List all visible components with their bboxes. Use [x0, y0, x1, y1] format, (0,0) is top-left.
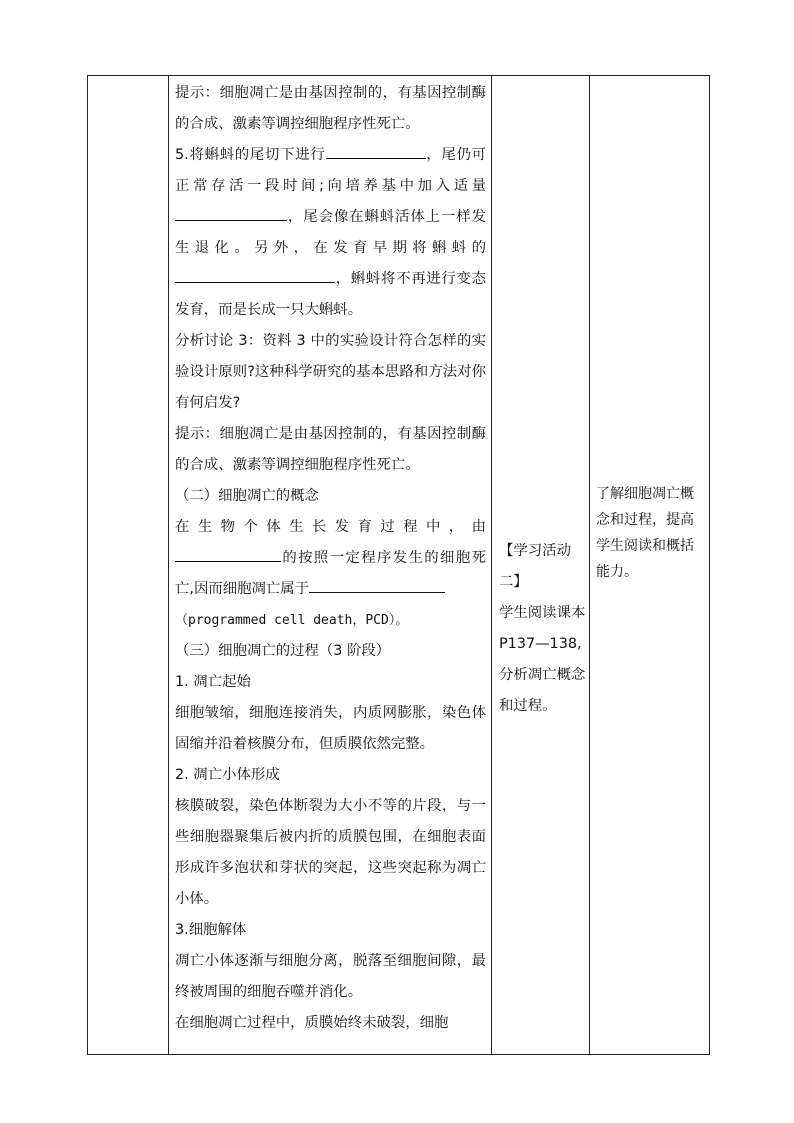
section-heading: （二）细胞凋亡的概念 [175, 488, 319, 504]
concept-term: （programmed cell death，PCD）。 [175, 613, 409, 628]
teaching-content-cell [169, 76, 492, 1055]
fill-blank [175, 264, 335, 283]
lesson-table [87, 75, 710, 1055]
concept-paragraph: 的按照一定程序发生的细胞死亡,因而细胞凋亡属于 [175, 543, 486, 605]
discussion-paragraph: 分析讨论 3：资料 3 中的实验设计符合怎样的实验设计原则?这种科学研究的基本思路和方法对你有何启发? [175, 333, 486, 411]
section-heading: （三）细胞凋亡的过程（3 阶段） [175, 643, 391, 659]
hint-paragraph: 提示：细胞凋亡是由基因控制的，有基因控制酶的合成、激素等调控细胞程序性死亡。 [175, 426, 486, 473]
student-activity-cell [492, 76, 590, 1055]
hint-paragraph: 提示：细胞凋亡是由基因控制的，有基因控制酶的合成、激素等调控细胞程序性死亡。 [175, 85, 486, 132]
design-intent-cell [590, 76, 710, 1055]
goal-text: 了解细胞凋亡概念和过程，提高学生阅读和概括能力。 [596, 486, 694, 580]
stage-title: 2. 凋亡小体形成 [175, 767, 280, 783]
fill-blank [326, 140, 426, 159]
activity-text: 学生阅读课本 [499, 605, 586, 621]
concept-line: 在 生 物 个 体 生 长 发 育 过 程 中 ， 由 [175, 519, 486, 535]
table-row [88, 76, 710, 1055]
blank-column-cell [88, 76, 169, 1055]
stage-description: 细胞皱缩，细胞连接消失，内质网膨胀，染色体固缩并沿着核膜分布，但质膜依然完整。 [175, 705, 486, 752]
stage-title: 1. 凋亡起始 [175, 674, 251, 690]
activity-pages: P137—138, [499, 636, 582, 652]
fill-blank [175, 543, 281, 562]
fill-blank [175, 202, 287, 221]
stage-description: 凋亡小体逐渐与细胞分离，脱落至细胞间隙，最终被周围的细胞吞噬并消化。 [175, 953, 486, 1000]
fill-blank [309, 574, 445, 593]
activity-text: 分析凋亡概念和过程。 [499, 667, 586, 714]
activity-title: 【学习活动二】 [499, 543, 571, 590]
stage-description: 核膜破裂，染色体断裂为大小不等的片段，与一些细胞器聚集后被内折的质膜包围，在细胞表面形成许多泡状和芽状的突起，这些突起称为凋亡小体。 [175, 798, 486, 907]
stage-title: 3.细胞解体 [175, 922, 247, 938]
item-5-paragraph: 5.将蝌蚪的尾切下进行 ，尾仍可正常存活一段时间;向培养基中加入适量，尾会像在蝌蚪活体上一样发生退化。另外，在发育早期将蝌蚪的，蝌蚪将不再进行变态发育，而是长成一只大蝌蚪。 [175, 140, 486, 326]
closing-line: 在细胞凋亡过程中，质膜始终未破裂，细胞 [175, 1015, 449, 1031]
